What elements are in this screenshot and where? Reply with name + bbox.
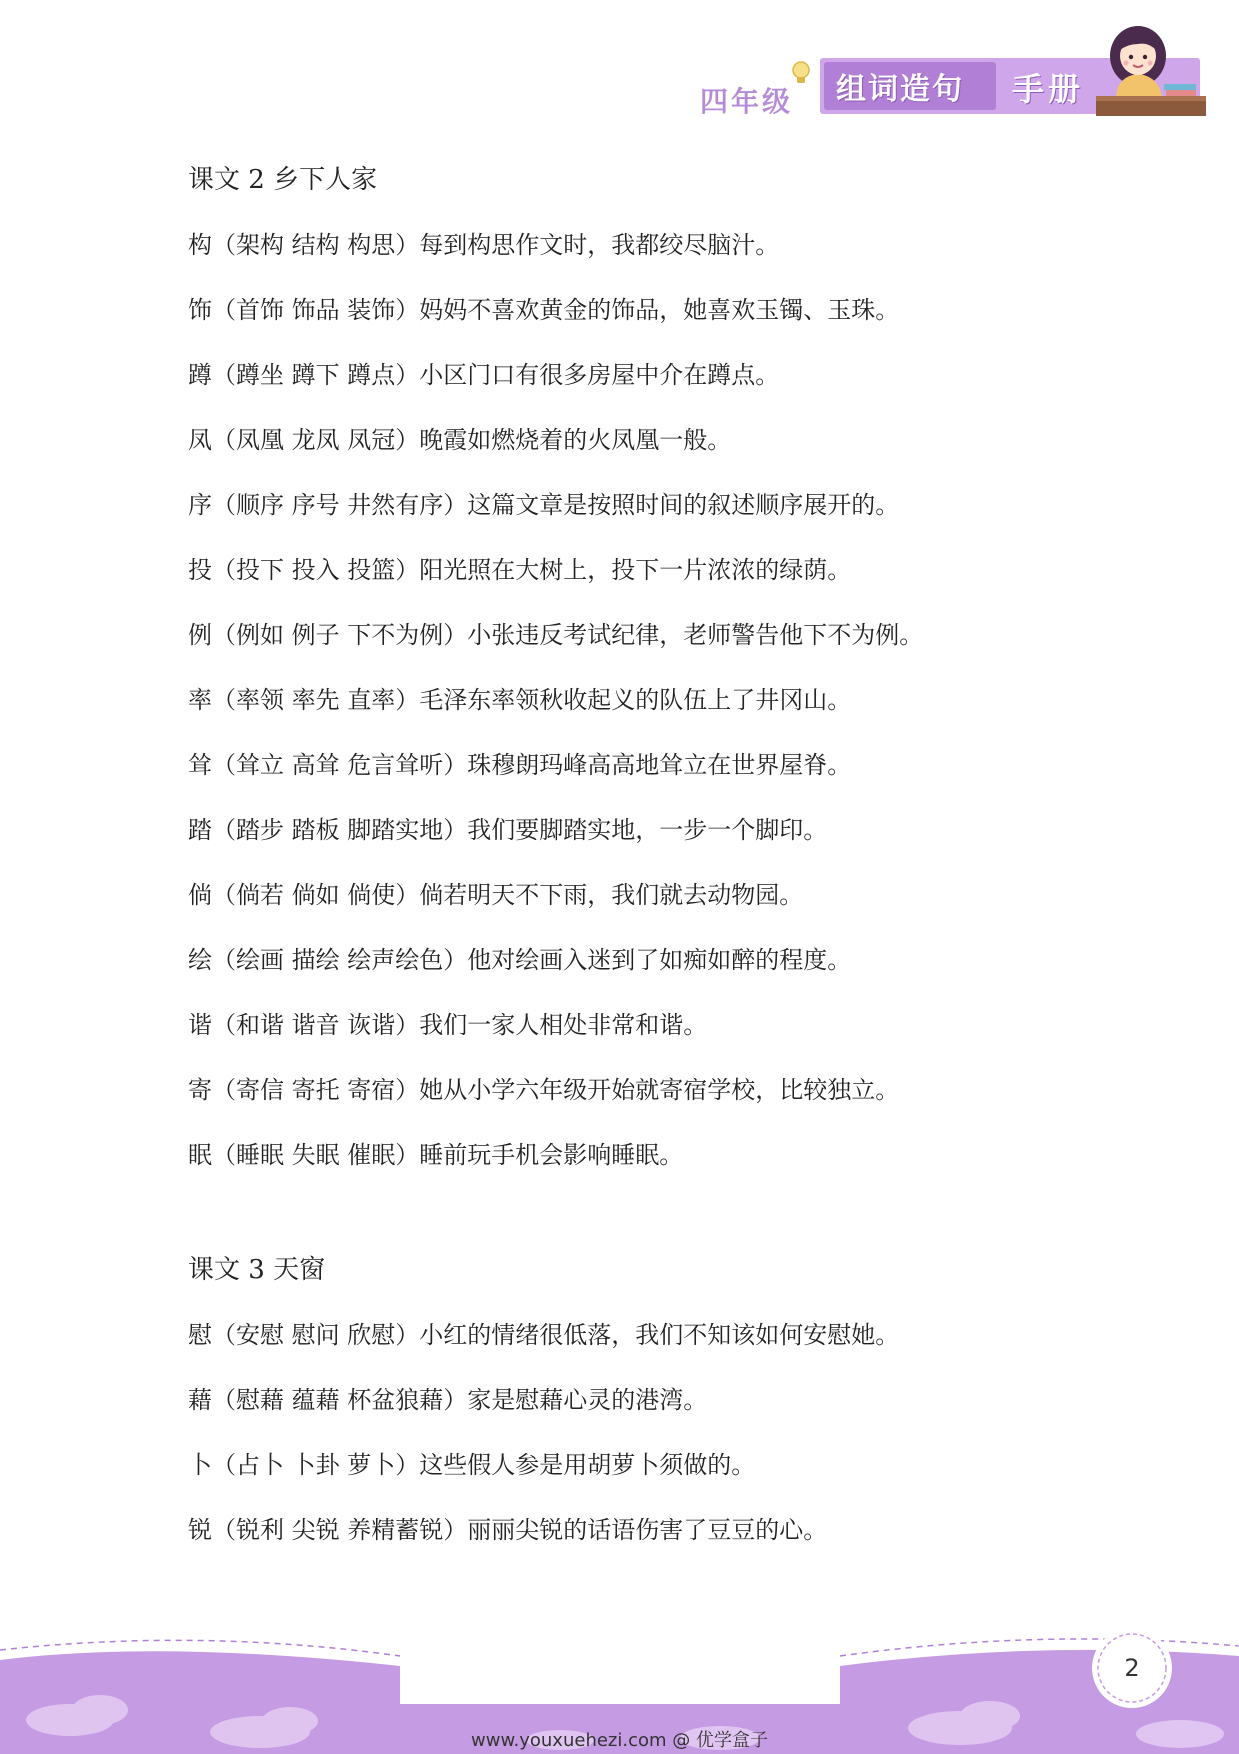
entry-lesson-3-2: 藉（慰藉 蕴藉 杯盆狼藉）家是慰藉心灵的港湾。 — [188, 1386, 708, 1414]
entry-lesson-2-9: 耸（耸立 高耸 危言耸听）珠穆朗玛峰高高地耸立在世界屋脊。 — [188, 751, 852, 779]
handbook-title: 组词造句 — [836, 72, 964, 107]
entry-lesson-2-6: 投（投下 投入 投篮）阳光照在大树上，投下一片浓浓的绿荫。 — [188, 556, 852, 584]
site-credit: www.youxuehezi.com @ 优学盒子 — [471, 1730, 768, 1751]
entry-lesson-2-11: 倘（倘若 倘如 倘使）倘若明天不下雨，我们就去动物园。 — [188, 881, 804, 909]
entry-lesson-2-10: 踏（踏步 踏板 脚踏实地）我们要脚踏实地，一步一个脚印。 — [188, 816, 828, 844]
entry-lesson-2-3: 蹲（蹲坐 蹲下 蹲点）小区门口有很多房屋中介在蹲点。 — [188, 361, 780, 389]
entry-lesson-2-12: 绘（绘画 描绘 绘声绘色）他对绘画入迷到了如痴如醉的程度。 — [188, 946, 852, 974]
page-number: 2 — [1124, 1654, 1140, 1682]
grade-label: 四年级 — [700, 85, 794, 118]
page-footer — [0, 1600, 1239, 1754]
entry-lesson-2-5: 序（顺序 序号 井然有序）这篇文章是按照时间的叙述顺序展开的。 — [188, 491, 900, 519]
page-header — [0, 0, 1239, 130]
section-title-lesson-2: 课文 2 乡下人家 — [188, 165, 378, 195]
entry-lesson-2-14: 寄（寄信 寄托 寄宿）她从小学六年级开始就寄宿学校，比较独立。 — [188, 1076, 900, 1104]
entry-lesson-2-13: 谐（和谐 谐音 诙谐）我们一家人相处非常和谐。 — [188, 1011, 708, 1039]
entry-lesson-3-1: 慰（安慰 慰问 欣慰）小红的情绪很低落，我们不知该如何安慰她。 — [188, 1321, 900, 1349]
handbook-subtitle: 手册 — [1012, 70, 1085, 108]
section-spacer — [188, 1200, 1088, 1250]
girl-mascot-icon — [1096, 24, 1206, 116]
entry-lesson-2-8: 率（率领 率先 直率）毛泽东率领秋收起义的队伍上了井冈山。 — [188, 686, 852, 714]
entry-lesson-2-2: 饰（首饰 饰品 装饰）妈妈不喜欢黄金的饰品，她喜欢玉镯、玉珠。 — [188, 296, 900, 324]
entry-lesson-2-15: 眠（睡眠 失眠 催眠）睡前玩手机会影响睡眠。 — [188, 1141, 684, 1169]
section-title-lesson-3: 课文 3 天窗 — [188, 1255, 326, 1285]
entry-lesson-2-4: 凤（凤凰 龙凤 凤冠）晚霞如燃烧着的火凤凰一般。 — [188, 426, 732, 454]
entry-lesson-2-7: 例（例如 例子 下不为例）小张违反考试纪律，老师警告他下不为例。 — [188, 621, 924, 649]
lightbulb-icon — [790, 60, 812, 86]
vocabulary-content — [188, 160, 1088, 1575]
entry-lesson-2-1: 构（架构 结构 构思）每到构思作文时，我都绞尽脑汁。 — [188, 231, 780, 259]
entry-lesson-3-4: 锐（锐利 尖锐 养精蓄锐）丽丽尖锐的话语伤害了豆豆的心。 — [188, 1516, 828, 1544]
entry-lesson-3-3: 卜（占卜 卜卦 萝卜）这些假人参是用胡萝卜须做的。 — [188, 1451, 756, 1479]
